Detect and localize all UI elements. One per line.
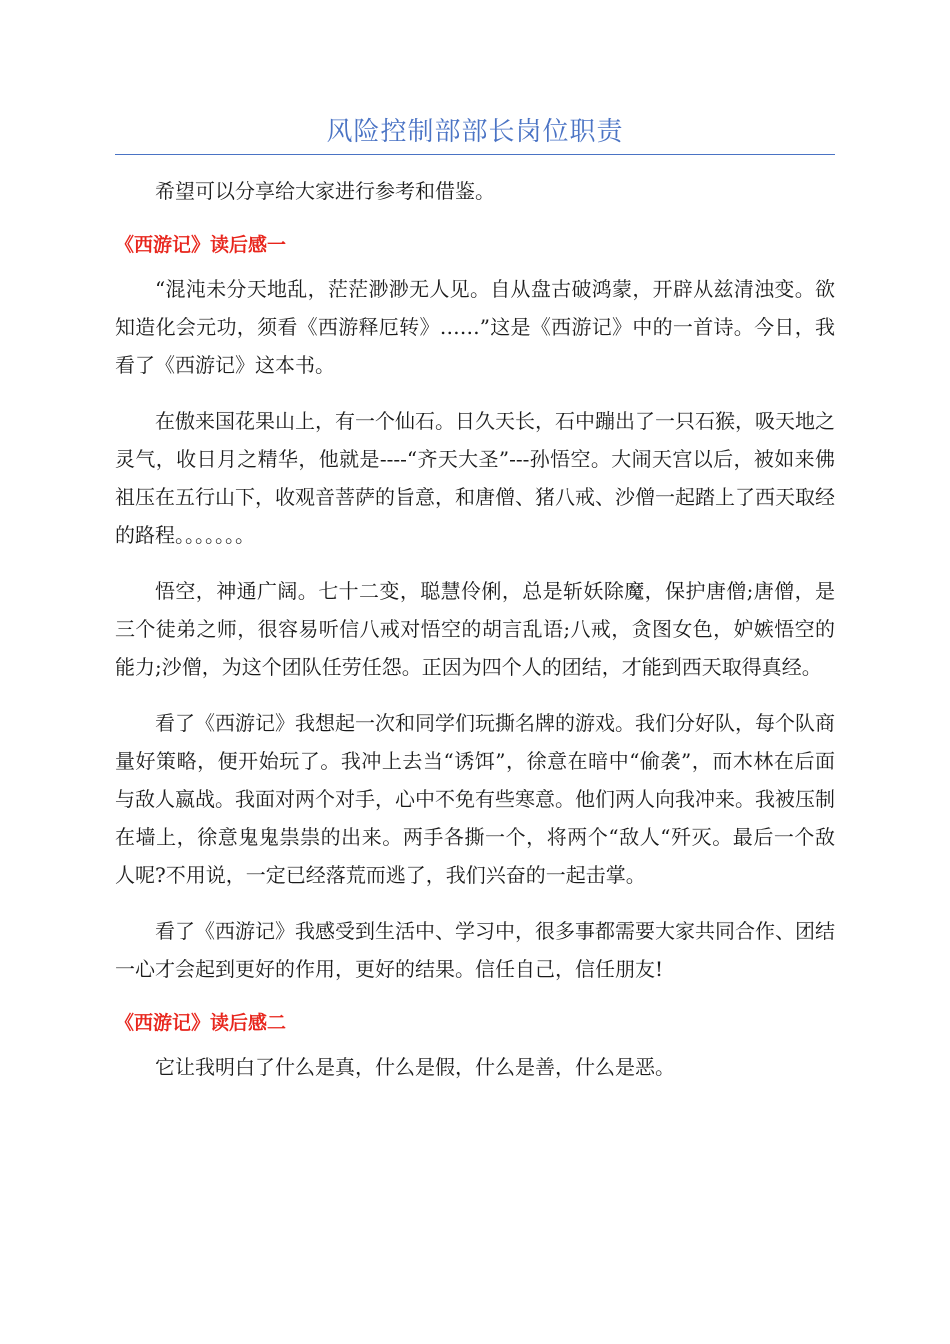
title-underline <box>115 154 835 155</box>
intro-paragraph: 希望可以分享给大家进行参考和借鉴。 <box>155 179 495 203</box>
body-paragraph: 它让我明白了什么是真，什么是假，什么是善，什么是恶。 <box>155 1055 675 1079</box>
document-title: 风险控制部部长岗位职责 <box>326 117 624 147</box>
body-paragraph: 看了《西游记》我感受到生活中、学习中，很多事都需要大家共同合作、团结一心才会起到更好的作用，更好的结果。信任自己，信任朋友! <box>115 919 835 981</box>
body-paragraph: 在傲来国花果山上，有一个仙石。日久天长，石中蹦出了一只石猴，吸天地之灵气，收日月之精华，他就是----“齐天大圣”---孙悟空。大闹天宫以后，被如来佛祖压在五行山下，收观音菩萨的旨意，和唐僧、猪八戒、沙僧一起踏上了西天取经的路程。。。。。。。 <box>115 409 835 547</box>
document-body <box>115 172 835 1104</box>
body-paragraph: 悟空，神通广阔。七十二变，聪慧伶俐，总是斩妖除魔，保护唐僧;唐僧，是三个徒弟之师，很容易听信八戒对悟空的胡言乱语;八戒，贪图女色，妒嫉悟空的能力;沙僧，为这个团队任劳任怨。正因为四个人的团结，才能到西天取得真经。 <box>115 579 835 679</box>
section-heading-2: 《西游记》读后感二 <box>115 1012 287 1034</box>
section-heading-1: 《西游记》读后感一 <box>115 234 287 256</box>
body-paragraph: 看了《西游记》我想起一次和同学们玩撕名牌的游戏。我们分好队，每个队商量好策略，便开始玩了。我冲上去当“诱饵”，徐意在暗中“偷袭”，而木林在后面与敌人嬴战。我面对两个对手，心中不免有些寒意。他们两人向我冲来。我被压制在墙上，徐意鬼鬼祟祟的出来。两手各撕一个，将两个“敌人“歼灭。最后一个敌人呢?不用说，一定已经落荒而逃了，我们兴奋的一起击掌。 <box>115 711 835 887</box>
body-paragraph: “混沌未分天地乱，茫茫渺渺无人见。自从盘古破鸿蒙，开辟从兹清浊变。欲知造化会元功，须看《西游释厄转》……”这是《西游记》中的一首诗。今日，我看了《西游记》这本书。 <box>115 277 835 377</box>
